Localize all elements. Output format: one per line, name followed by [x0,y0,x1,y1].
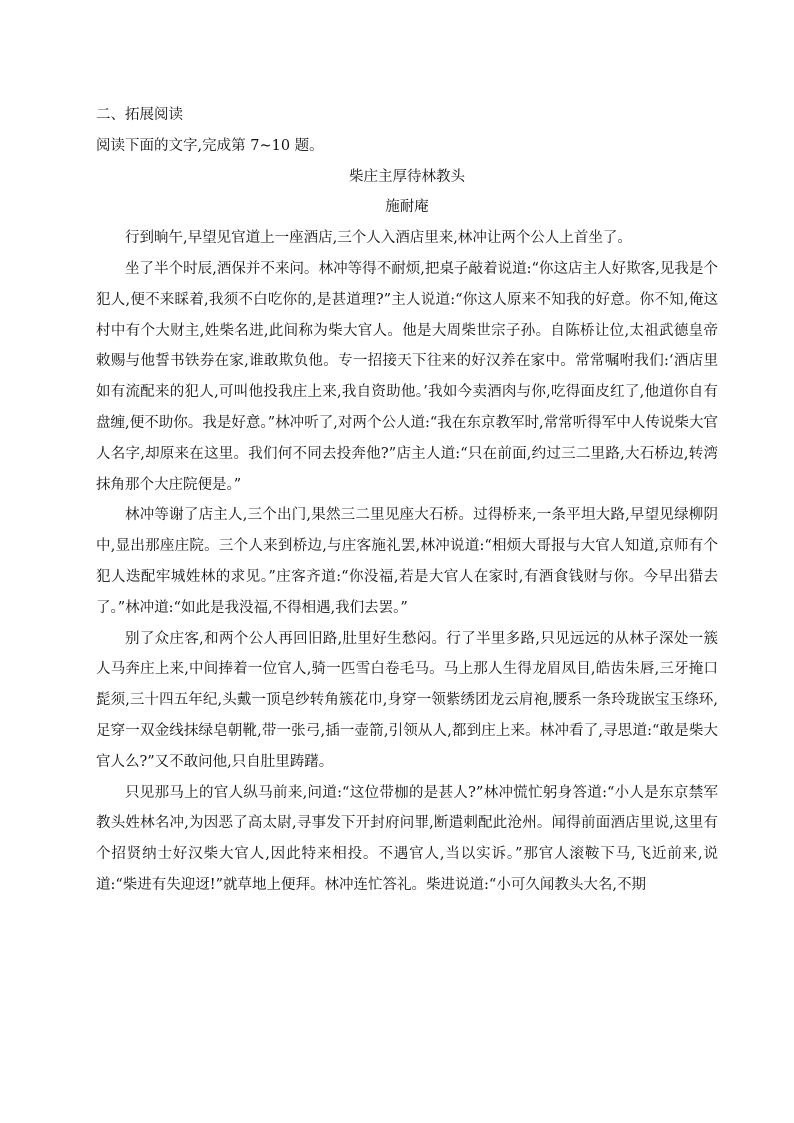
article-paragraph: 只见那马上的官人纵马前来,问道:“这位带枷的是甚人?”林冲慌忙躬身答道:“小人是东京禁军教头姓林名冲,为因恶了高太尉,寻事发下开封府问罪,断遣刺配此沧州。闻得前面酒店里说,这里有个招贤纳士好汉柴大官人,因此特来相投。不遇官人,当以实诉。”那官人滚鞍下马,飞近前来,说道:“柴进有失迎迓!”就草地上便拜。林冲连忙答礼。柴进说道:“小可久闻教头大名,不期 [96,784,718,893]
article-paragraph: 行到晌午,早望见官道上一座酒店,三个人入酒店里来,林冲让两个公人上首坐了。 [125,230,632,247]
article-paragraph: 坐了半个时辰,酒保并不来问。林冲等得不耐烦,把桌子敲着说道:“你这店主人好欺客,见我是个犯人,便不来睬着,我须不白吃你的,是甚道理?”主人说道:“你这人原来不知我的好意。你不知,俺这村中有个大财主,姓柴名进,此间称为柴大官人。他是大周柴世宗子孙。自陈桥让位,太祖武德皇帝敕赐与他誓书铁券在家,谁敢欺负他。专一招接天下往来的好汉养在家中。常常嘱咐我们:‘酒店里如有流配来的犯人,可叫他投我庄上来,我自资助他。’我如今卖酒肉与你,吃得面皮红了,他道你自有盘缠,便不助你。我是好意。”林冲听了,对两个公人道:“我在东京教军时,常常听得军中人传说柴大官人名字,却原来在这里。我们何不同去投奔他?”店主人道:“只在前面,约过三二里路,大石桥边,转湾抹角那个大庄院便是。” [96,260,718,493]
reading-instruction: 阅读下面的文字,完成第 7~10 题。 [96,137,324,154]
article-paragraph: 林冲等谢了店主人,三个出门,果然三二里见座大石桥。过得桥来,一条平坦大路,早望见绿柳阴中,显出那座庄院。三个人来到桥边,与庄客施礼罢,林冲说道:“相烦大哥报与大官人知道,京师有个犯人迭配牢城姓林的求见。”庄客齐道:“你没福,若是大官人在家时,有酒食钱财与你。今早出猎去了。”林冲道:“如此是我没福,不得相遇,我们去罢。” [96,507,718,616]
article-title: 柴庄主厚待林教头 [349,168,465,185]
article-author: 施耐庵 [385,199,429,216]
document-page [96,100,718,901]
article-paragraph: 别了众庄客,和两个公人再回旧路,肚里好生愁闷。行了半里多路,只见远远的从林子深处一簇人马奔庄上来,中间捧着一位官人,骑一匹雪白卷毛马。马上那人生得龙眉凤目,皓齿朱唇,三牙掩口髭须,三十四五年纪,头戴一顶皂纱转角簇花巾,身穿一领紫绣团龙云肩袍,腰系一条玲珑嵌宝玉绦环,足穿一双金线抹绿皂朝靴,带一张弓,插一壶箭,引领从人,都到庄上来。林冲看了,寻思道:“敢是柴大官人么?”又不敢问他,只自肚里踌躇。 [96,630,718,770]
section-heading: 二、拓展阅读 [96,107,183,123]
